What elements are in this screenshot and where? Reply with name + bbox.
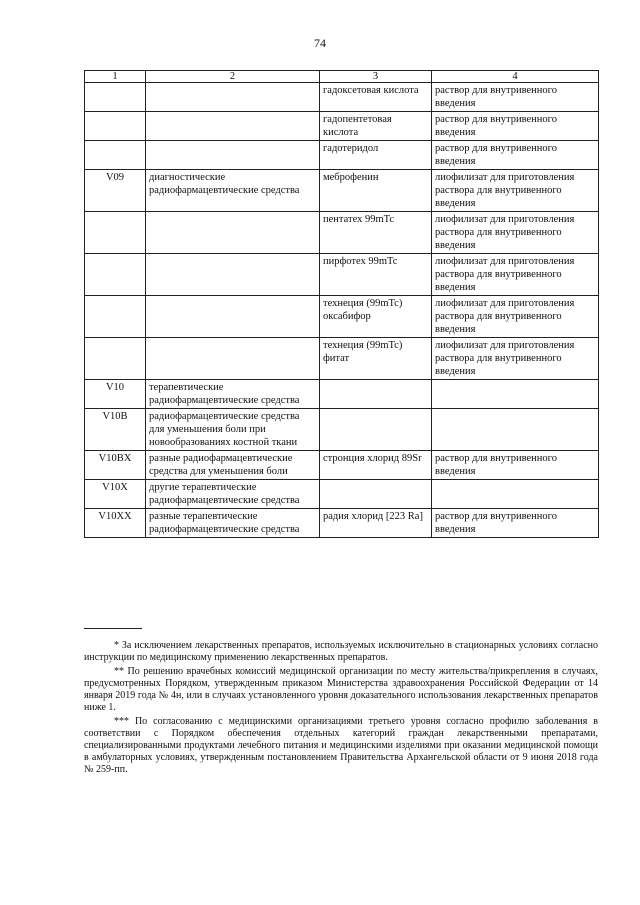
table-row	[85, 212, 599, 254]
atc-code-cell	[85, 296, 146, 338]
footnote: ** По решению врачебных комиссий медицинской организации по месту жительства/прикрепления в случаях, предусмотренных Порядком, утвержденным приказом Министерства здравоохранения Российской Федерации от 14 января 2019 года № 4н, или в случаях установленного уровня доказательного использования лекарственных препаратов ниже 1.	[84, 666, 598, 713]
group-cell	[146, 212, 320, 254]
table-row	[85, 254, 599, 296]
table-row	[85, 451, 599, 480]
group-cell: диагностические радиофармацевтические средства	[146, 170, 320, 212]
page-number: 74	[314, 36, 326, 50]
column-header: 2	[146, 71, 320, 83]
column-header: 3	[320, 71, 432, 83]
drug-name-cell: технеция (99mTc) фитат	[320, 338, 432, 380]
footnote-separator	[84, 628, 142, 629]
footnote: *** По согласованию с медицинскими организациями третьего уровня согласно профилю заболевания в соответствии с Порядком обеспечения отдельных категорий граждан лекарственными препаратами, специализированными продуктами лечебного питания и медицинскими изделиями при оказании медицинской помощи в амбулаторных условиях, утвержденным постановлением Правительства Архангельской области от 9 июня 2018 года № 259-пп.	[84, 716, 598, 775]
table-row	[85, 380, 599, 409]
group-cell	[146, 83, 320, 112]
group-cell	[146, 338, 320, 380]
drug-name-cell: гадоксетовая кислота	[320, 83, 432, 112]
table-row	[85, 141, 599, 170]
group-cell	[146, 296, 320, 338]
dosage-form-cell: лиофилизат для приготовления раствора для внутривенного введения	[432, 338, 599, 380]
atc-code-cell	[85, 83, 146, 112]
atc-code-cell: V09	[85, 170, 146, 212]
table-row	[85, 296, 599, 338]
dosage-form-cell: раствор для внутривенного введения	[432, 83, 599, 112]
group-cell: разные радиофармацевтические средства для уменьшения боли	[146, 451, 320, 480]
group-cell: другие терапевтические радиофармацевтические средства	[146, 480, 320, 509]
atc-code-cell	[85, 212, 146, 254]
table-row	[85, 170, 599, 212]
group-cell	[146, 254, 320, 296]
table-row	[85, 509, 599, 538]
group-cell	[146, 112, 320, 141]
drug-name-cell: стронция хлорид 89Sr	[320, 451, 432, 480]
drug-table	[84, 70, 599, 538]
column-header: 1	[85, 71, 146, 83]
group-cell: разные терапевтические радиофармацевтические средства	[146, 509, 320, 538]
footnotes	[84, 640, 598, 778]
group-cell	[146, 141, 320, 170]
atc-code-cell	[85, 112, 146, 141]
footnote: * За исключением лекарственных препаратов, используемых исключительно в стационарных условиях согласно инструкции по медицинскому применению лекарственных препаратов.	[84, 640, 598, 663]
atc-code-cell: V10BX	[85, 451, 146, 480]
dosage-form-cell: лиофилизат для приготовления раствора для внутривенного введения	[432, 170, 599, 212]
atc-code-cell	[85, 141, 146, 170]
drug-name-cell: меброфенин	[320, 170, 432, 212]
atc-code-cell	[85, 338, 146, 380]
dosage-form-cell	[432, 380, 599, 409]
dosage-form-cell	[432, 480, 599, 509]
drug-name-cell	[320, 380, 432, 409]
drug-name-cell: пентатех 99mTc	[320, 212, 432, 254]
dosage-form-cell	[432, 409, 599, 451]
dosage-form-cell: лиофилизат для приготовления раствора для внутривенного введения	[432, 296, 599, 338]
atc-code-cell: V10	[85, 380, 146, 409]
table-header-row	[85, 71, 599, 83]
table-row	[85, 112, 599, 141]
dosage-form-cell: раствор для внутривенного введения	[432, 451, 599, 480]
atc-code-cell	[85, 254, 146, 296]
drug-name-cell: пирфотех 99mTc	[320, 254, 432, 296]
drug-name-cell: радия хлорид [223 Ra]	[320, 509, 432, 538]
dosage-form-cell: раствор для внутривенного введения	[432, 112, 599, 141]
table-row	[85, 480, 599, 509]
table-body	[85, 83, 599, 538]
drug-name-cell	[320, 480, 432, 509]
atc-code-cell: V10B	[85, 409, 146, 451]
atc-code-cell: V10XX	[85, 509, 146, 538]
table-row	[85, 83, 599, 112]
dosage-form-cell: раствор для внутривенного введения	[432, 141, 599, 170]
drug-name-cell: гадотеридол	[320, 141, 432, 170]
atc-code-cell: V10X	[85, 480, 146, 509]
drug-name-cell	[320, 409, 432, 451]
table-row	[85, 409, 599, 451]
table-row	[85, 338, 599, 380]
group-cell: радиофармацевтические средства для уменьшения боли при новообразованиях костной ткани	[146, 409, 320, 451]
drug-name-cell: технеция (99mTc) оксабифор	[320, 296, 432, 338]
group-cell: терапевтические радиофармацевтические средства	[146, 380, 320, 409]
dosage-form-cell: лиофилизат для приготовления раствора для внутривенного введения	[432, 254, 599, 296]
drug-name-cell: гадопентетовая кислота	[320, 112, 432, 141]
column-header: 4	[432, 71, 599, 83]
dosage-form-cell: лиофилизат для приготовления раствора для внутривенного введения	[432, 212, 599, 254]
dosage-form-cell: раствор для внутривенного введения	[432, 509, 599, 538]
